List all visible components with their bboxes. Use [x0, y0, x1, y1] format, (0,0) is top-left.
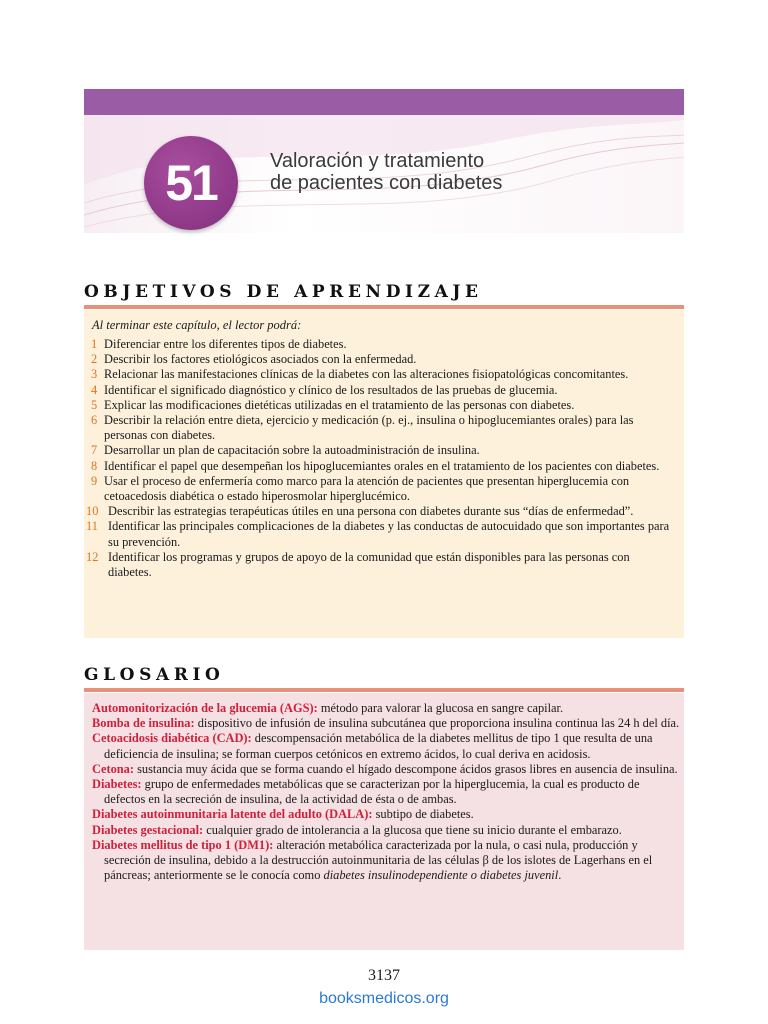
objective-text: Identificar el significado diagnóstico y clínico de los resultados de las pruebas de glucemia.: [104, 382, 558, 397]
objectives-intro: Al terminar este capítulo, el lector podrá:: [92, 318, 302, 332]
objective-number: 9: [91, 473, 98, 488]
glossary-term: Cetoacidosis diabética (CAD):: [92, 731, 252, 746]
chapter-title: [270, 150, 502, 194]
glossary-list: [92, 701, 680, 883]
objective-number: 12: [86, 549, 99, 564]
glossary-definition: sustancia muy ácida que se forma cuando el hígado descompone ácidos grasos libres en ausencia de insulina.: [133, 761, 678, 776]
glossary-item: [92, 838, 680, 884]
glossary-term: Bomba de insulina:: [92, 716, 195, 731]
glossary-definition: método para valorar la glucosa en sangre capilar.: [317, 701, 564, 715]
objectives-heading: OBJETIVOS DE APRENDIZAJE: [84, 282, 483, 302]
glossary-item: [92, 731, 680, 761]
chapter-title-line1: Valoración y tratamiento: [270, 150, 485, 172]
objective-text: Describir las estrategias terapéuticas útiles en una persona con diabetes durante sus “días de enfermedad”.: [108, 504, 634, 519]
objective-number: 3: [91, 367, 98, 382]
objective-text: Explicar las modificaciones dietéticas utilizadas en el tratamiento de las personas con diabetes.: [104, 397, 575, 412]
objective-item: [84, 413, 684, 443]
objective-text: Identificar los programas y grupos de apoyo de la comunidad que están disponibles para las personas con diabetes.: [108, 549, 630, 580]
objective-text: Diferenciar entre los diferentes tipos de diabetes.: [104, 337, 347, 351]
objective-item: [84, 337, 684, 352]
objective-number: 8: [91, 458, 98, 473]
glossary-definition: cualquier grado de intolerancia a la glucosa que tiene su inicio durante el embarazo.: [203, 822, 622, 837]
glossary-item: [92, 701, 680, 716]
objective-number: 5: [91, 397, 98, 412]
glossary-definition: subtipo de diabetes.: [372, 807, 474, 822]
glossary-item: [92, 762, 680, 777]
chapter-number-badge: [144, 136, 238, 230]
glossary-definition-italic: diabetes insulinodependiente o diabetes juvenil: [323, 868, 559, 883]
objective-number: 4: [91, 382, 98, 397]
objective-item: [84, 504, 684, 519]
glossary-term: Automonitorización de la glucemia (AGS):: [92, 701, 318, 715]
glossary-rule: [84, 688, 684, 692]
objective-item: [84, 352, 684, 367]
glossary-definition-end: .: [558, 868, 562, 883]
objective-item: [84, 398, 684, 413]
objective-item: [84, 519, 684, 549]
objective-item: [84, 459, 684, 474]
chapter-title-line2: de pacientes con diabetes: [270, 172, 503, 194]
glossary-definition: dispositivo de infusión de insulina subcutánea que proporciona insulina continua las 24 h del día.: [194, 716, 680, 731]
glossary-heading: GLOSARIO: [84, 665, 225, 685]
objectives-box: [84, 310, 684, 638]
glossary-definition: grupo de enfermedades metabólicas que se caracterizan por la hiperglucemia, la cual es producto de defectos en la secreción de insulina, de la actividad de ésta o de ambas.: [104, 777, 640, 807]
glossary-term: Diabetes:: [92, 777, 142, 792]
glossary-definition: alteración metabólica caracterizada por la nula, o casi nula, producción y secreción de insulina, debido a la destrucción autoinmunitaria de las células β de los islotes de Lagerhans en el páncreas; anteriormente se le conocía como: [104, 837, 653, 883]
objective-item: [84, 443, 684, 458]
glossary-term: Diabetes mellitus de tipo 1 (DM1):: [92, 837, 274, 852]
objective-number: 2: [91, 352, 98, 367]
page-number: 3137: [368, 967, 400, 984]
glossary-item: [92, 823, 680, 838]
objective-number: 7: [91, 443, 98, 458]
glossary-definition: descompensación metabólica de la diabetes mellitus de tipo 1 que resulta de una deficiencia de insulina; se forman cuerpos cetónicos en extremo ácidos, lo cual deriva en acidosis.: [104, 731, 653, 761]
objective-number: 11: [86, 519, 98, 534]
objective-item: [84, 550, 684, 580]
objective-text: Identificar el papel que desempeñan los hipoglucemiantes orales en el tratamiento de los pacientes con diabetes.: [104, 458, 660, 473]
glossary-item: [92, 777, 680, 807]
objective-text: Describir los factores etiológicos asociados con la enfermedad.: [104, 352, 417, 367]
objective-text: Usar el proceso de enfermería como marco para la atención de pacientes que presentan hiperglucemia con cetoacedosis diabética o estado hiperosmolar hiperglucémico.: [104, 473, 630, 504]
glossary-box: [84, 693, 684, 950]
objective-item: [84, 383, 684, 398]
objective-item: [84, 367, 684, 382]
objective-number: 1: [91, 337, 98, 351]
objectives-rule: [84, 305, 684, 309]
objective-text: Desarrollar un plan de capacitación sobre la autoadministración de insulina.: [104, 443, 480, 458]
glossary-term: Diabetes gestacional:: [92, 822, 204, 837]
objective-number: 6: [91, 413, 98, 428]
glossary-term: Diabetes autoinmunitaria latente del adulto (DALA):: [92, 807, 373, 822]
objective-text: Relacionar las manifestaciones clínicas de la diabetes con las alteraciones fisiopatológicas concomitantes.: [104, 367, 629, 382]
objective-number: 10: [86, 504, 99, 519]
site-link[interactable]: booksmedicos.org: [319, 990, 449, 1007]
objective-text: Identificar las principales complicaciones de la diabetes y las conductas de autocuidado que son importantes para su prevención.: [108, 519, 670, 549]
glossary-term: Cetona:: [92, 761, 134, 776]
objective-item: [84, 474, 684, 504]
objective-text: Describir la relación entre dieta, ejercicio y medicación (p. ej., insulina o hipoglucemiantes orales) para las personas con diabetes.: [104, 413, 634, 443]
glossary-item: [92, 716, 680, 731]
objectives-list: [84, 337, 684, 580]
chapter-header-bar: [84, 89, 684, 115]
glossary-item: [92, 807, 680, 822]
chapter-number: 51: [165, 155, 217, 211]
